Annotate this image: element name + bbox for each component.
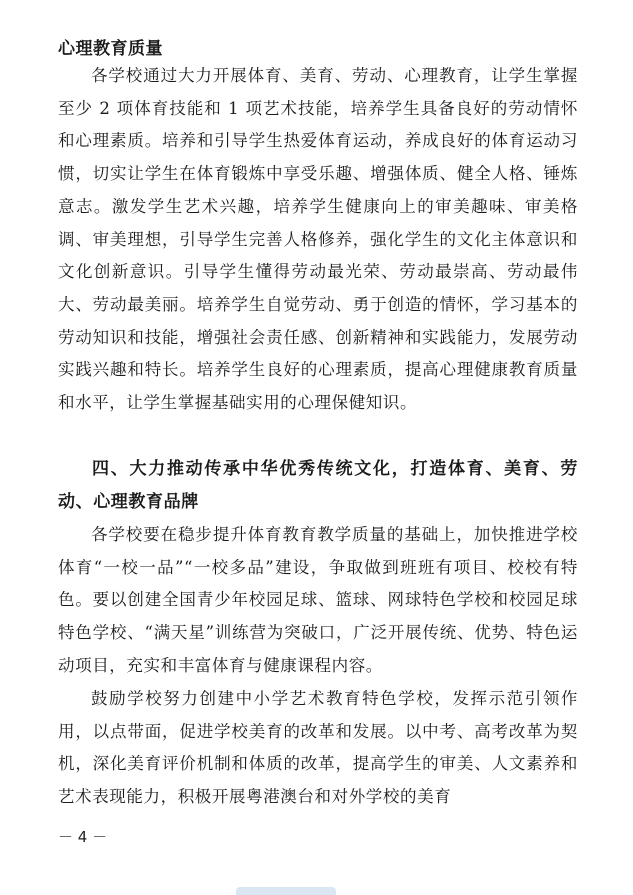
paragraph-2: 各学校要在稳步提升体育教育教学质量的基础上，加快推进学校体育“一校一品”“一校多品”建设，争取做到班班有项目、校校有特色。要以创建全国青少年校园足球、篮球、网球特色学校和校园足球特色学校、“满天星”训练营为突破口，广泛开展传统、优势、特色运动项目，充实和丰富体育与健康课程内容。 bbox=[58, 525, 578, 675]
heading-4: 四、大力推动传承中华优秀传统文化，打造体育、美育、劳动、心理教育品牌 bbox=[58, 459, 578, 512]
paragraph-1: 各学校通过大力开展体育、美育、劳动、心理教育，让学生掌握至少 2 项体育技能和 1 项艺术技能，培养学生具备良好的劳动情怀和心理素质。培养和引导学生热爱体育运动，养成良好的体育运动习惯，切实让学生在体育锻炼中享受乐趣、增强体质、健全人格、锤炼意志。激发学生艺术兴趣，培养学生健康向上的审美趣味、审美格调、审美理想，引导学生完善人格修养，强化学生的文化主体意识和文化创新意识。引导学生懂得劳动最光荣、劳动最崇高、劳动最伟大、劳动最美丽。培养学生自觉劳动、勇于创造的情怀，学习基本的劳动知识和技能，增强社会责任感、创新精神和实践能力，发展劳动实践兴趣和特长。培养学生良好的心理素质，提高心理健康教育质量和水平，让学生掌握基础实用的心理保健知识。 bbox=[58, 66, 578, 413]
page-number: － 4 － bbox=[58, 828, 108, 846]
paragraph-3: 鼓励学校努力创建中小学艺术教育特色学校，发挥示范引领作用，以点带面，促进学校美育的改革和发展。以中考、高考改革为契机，深化美育评价机制和体质的改革，提高学生的审美、人文素养和艺术表现能力，积极开展粤港澳台和对外学校的美育 bbox=[58, 689, 578, 807]
scroll-indicator bbox=[236, 887, 336, 895]
section-heading: 心理教育质量 bbox=[58, 39, 163, 59]
